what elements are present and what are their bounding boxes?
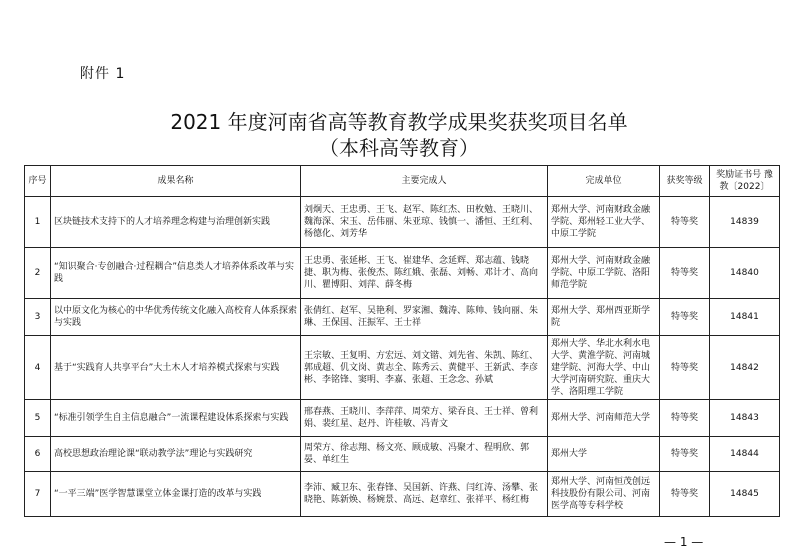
row-people: 李沛、臧卫东、张春锋、吴国新、许燕、闫红涛、汤攀、张晓艳、陈新焕、杨婉景、高远、赵章红、张祥平、杨红梅 [301, 472, 548, 517]
header-units: 完成单位 [548, 166, 660, 197]
row-cert: 14840 [710, 248, 780, 299]
row-seq: 1 [25, 197, 51, 248]
row-seq: 4 [25, 336, 51, 400]
row-cert: 14844 [710, 437, 780, 472]
row-name: 以中原文化为核心的中华优秀传统文化融入高校育人体系探索与实践 [51, 299, 301, 336]
table-row [25, 437, 780, 472]
row-people: 邢春燕、王晓川、李萍萍、周荣方、梁吞良、王士祥、曾利娟、裴红星、赵丹、许桂敏、冯青文 [301, 400, 548, 437]
row-cert: 14843 [710, 400, 780, 437]
row-seq: 2 [25, 248, 51, 299]
row-level: 特等奖 [660, 197, 710, 248]
row-level: 特等奖 [660, 248, 710, 299]
row-level: 特等奖 [660, 299, 710, 336]
header-seq: 序号 [25, 166, 51, 197]
row-units: 郑州大学、河南财政金融学院、郑州轻工业大学、中原工学院 [548, 197, 660, 248]
table-row [25, 197, 780, 248]
row-level: 特等奖 [660, 400, 710, 437]
row-people: 周荣方、徐志翔、杨文亮、顾成敏、冯聚才、程明欣、郭晏、单红生 [301, 437, 548, 472]
row-units: 郑州大学、郑州西亚斯学院 [548, 299, 660, 336]
row-units: 郑州大学 [548, 437, 660, 472]
row-level: 特等奖 [660, 336, 710, 400]
row-units: 郑州大学、河南师范大学 [548, 400, 660, 437]
table-row [25, 472, 780, 517]
table-row [25, 336, 780, 400]
row-name: 基于“实践育人共享平台”大土木人才培养模式探索与实践 [51, 336, 301, 400]
attachment-label: 附件 1 [80, 66, 126, 82]
document-subtitle: （本科高等教育） [319, 136, 479, 160]
table-row [25, 299, 780, 336]
row-units: 郑州大学、河南财政金融学院、中原工学院、洛阳师范学院 [548, 248, 660, 299]
header-name: 成果名称 [51, 166, 301, 197]
header-cert: 奖励证书号 豫教〔2022〕 [710, 166, 780, 197]
row-cert: 14845 [710, 472, 780, 517]
table-row [25, 248, 780, 299]
row-name: 高校思想政治理论课“联动教学法”理论与实践研究 [51, 437, 301, 472]
row-people: 刘炯天、王忠勇、王飞、赵军、陈红杰、田枚勉、王晓川、魏海深、宋玉、岳伟丽、朱亚琼、钱慎一、潘恒、王红利、杨德化、刘芳华 [301, 197, 548, 248]
table-header-row [25, 166, 780, 197]
row-level: 特等奖 [660, 437, 710, 472]
row-level: 特等奖 [660, 472, 710, 517]
row-name: “知识聚合·专创融合·过程耦合”信息类人才培养体系改革与实践 [51, 248, 301, 299]
row-name: “一平三端”医学智慧课堂立体金课打造的改革与实践 [51, 472, 301, 517]
header-people: 主要完成人 [301, 166, 548, 197]
header-level: 获奖等级 [660, 166, 710, 197]
table-row [25, 400, 780, 437]
row-people: 王宗敏、王复明、方宏远、刘文锴、刘先省、朱凯、陈红、郭成超、仉文岗、黄志全、陈秀云、黄健平、王新武、李彦彬、李铭锋、窦明、李嘉、张超、王念念、孙斌 [301, 336, 548, 400]
page-number: — 1 — [664, 535, 704, 549]
row-cert: 14841 [710, 299, 780, 336]
row-seq: 5 [25, 400, 51, 437]
row-seq: 7 [25, 472, 51, 517]
row-seq: 6 [25, 437, 51, 472]
row-name: “标准引领学生自主信息融合”一流课程建设体系探索与实践 [51, 400, 301, 437]
row-units: 郑州大学、河南恒茂创远科技股份有限公司、河南医学高等专科学校 [548, 472, 660, 517]
row-cert: 14842 [710, 336, 780, 400]
row-cert: 14839 [710, 197, 780, 248]
row-people: 张倩红、赵军、吴艳利、罗家湘、魏涛、陈帅、钱向丽、朱琳、王保国、汪振军、王士祥 [301, 299, 548, 336]
row-people: 王忠勇、张延彬、王飞、崔建华、念延辉、郑志蕴、钱晓捷、职为梅、张俊杰、陈红娥、张磊、刘畅、邓计才、高向川、瞿博阳、刘萍、薛冬梅 [301, 248, 548, 299]
row-seq: 3 [25, 299, 51, 336]
award-table [24, 165, 780, 517]
document-title: 2021 年度河南省高等教育教学成果奖获奖项目名单 [170, 110, 628, 134]
row-name: 区块链技术支持下的人才培养理念构建与治理创新实践 [51, 197, 301, 248]
row-units: 郑州大学、华北水利水电大学、黄淮学院、河南城建学院、河海大学、中山大学河南研究院、重庆大学、洛阳理工学院 [548, 336, 660, 400]
